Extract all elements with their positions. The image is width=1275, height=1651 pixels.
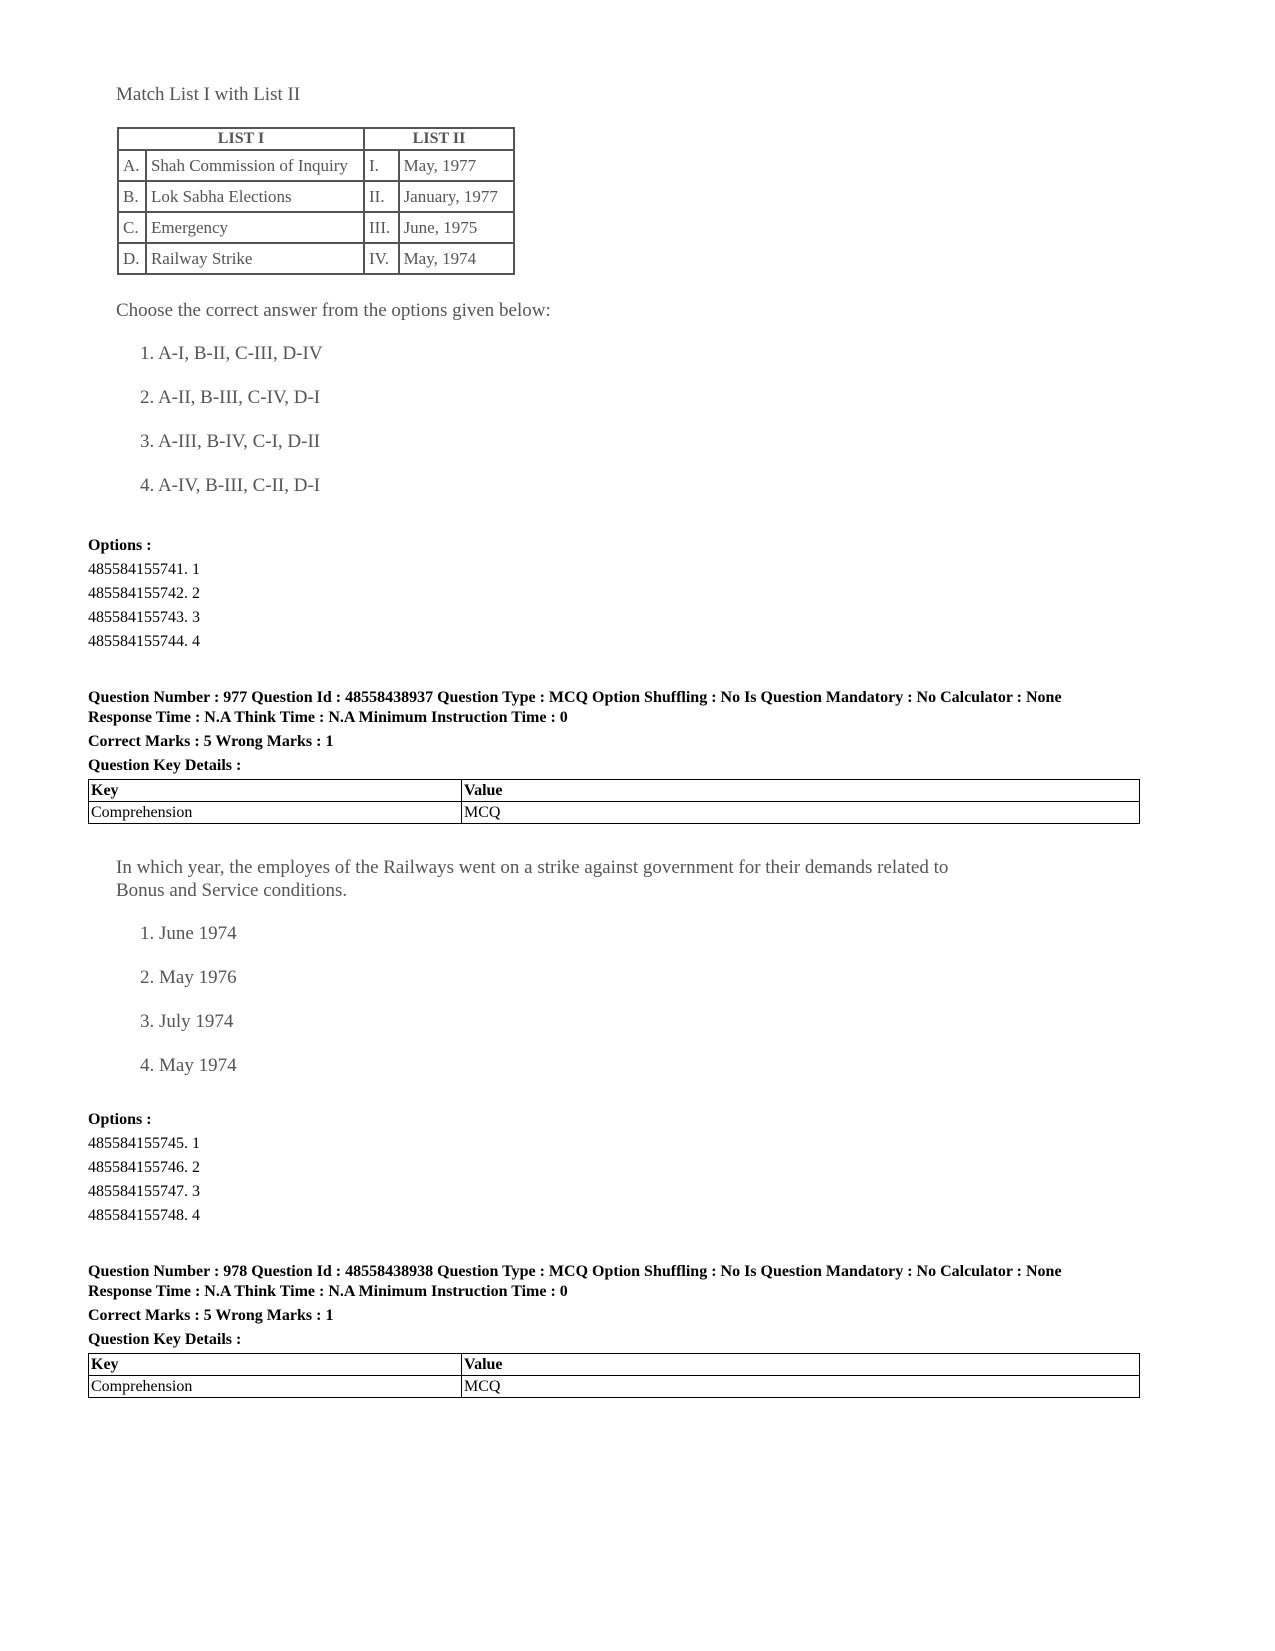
row-value: May, 1977 (399, 150, 514, 181)
table-row (89, 802, 1140, 824)
key-cell: Comprehension (89, 1376, 462, 1398)
choice-2: 2. A-II, B-III, C-IV, D-I (140, 387, 321, 408)
match-table (117, 127, 515, 275)
match-table-header (118, 128, 514, 150)
choice-3: 3. July 1974 (140, 1011, 234, 1032)
row-letter: A. (118, 150, 146, 181)
question-marks: Correct Marks : 5 Wrong Marks : 1 (88, 733, 334, 750)
key-header: Key (89, 780, 462, 802)
choice-4: 4. A-IV, B-III, C-II, D-I (140, 475, 321, 496)
row-numeral: II. (364, 181, 399, 212)
table-header-row (89, 1354, 1140, 1376)
option-id: 485584155742. 2 (88, 585, 200, 602)
choice-1: 1. A-I, B-II, C-III, D-IV (140, 343, 323, 364)
row-item: Emergency (146, 212, 364, 243)
row-letter: B. (118, 181, 146, 212)
question-976-image (0, 0, 1275, 520)
question-marks: Correct Marks : 5 Wrong Marks : 1 (88, 1307, 334, 1324)
question-header: Question Number : 978 Question Id : 48558438938 Question Type : MCQ Option Shuffling : No Is Question Mandatory : No Calculator : None (88, 1263, 1062, 1280)
row-item: Lok Sabha Elections (146, 181, 364, 212)
row-letter: C. (118, 212, 146, 243)
value-header: Value (462, 1354, 1140, 1376)
key-details-table (88, 1353, 1140, 1398)
key-details-label: Question Key Details : (88, 1331, 242, 1348)
value-cell: MCQ (462, 802, 1140, 824)
choose-instruction: Choose the correct answer from the options given below: (116, 300, 551, 321)
row-item: Railway Strike (146, 243, 364, 274)
value-cell: MCQ (462, 1376, 1140, 1398)
question-text: Bonus and Service conditions. (116, 880, 348, 901)
key-details-label: Question Key Details : (88, 757, 242, 774)
match-row (118, 150, 514, 181)
option-id: 485584155746. 2 (88, 1159, 200, 1176)
options-label: Options : (88, 1111, 152, 1128)
row-value: January, 1977 (399, 181, 514, 212)
match-row (118, 243, 514, 274)
key-cell: Comprehension (89, 802, 462, 824)
row-item: Shah Commission of Inquiry (146, 150, 364, 181)
table-row (89, 1376, 1140, 1398)
row-numeral: IV. (364, 243, 399, 274)
choice-2: 2. May 1976 (140, 967, 237, 988)
question-977-image (0, 850, 1275, 1090)
match-row (118, 181, 514, 212)
option-id: 485584155743. 3 (88, 609, 200, 626)
option-id: 485584155748. 4 (88, 1207, 200, 1224)
match-title: Match List I with List II (116, 84, 301, 105)
option-id: 485584155741. 1 (88, 561, 200, 578)
table-header-row (89, 780, 1140, 802)
option-id: 485584155745. 1 (88, 1135, 200, 1152)
choice-1: 1. June 1974 (140, 923, 237, 944)
row-numeral: I. (364, 150, 399, 181)
question-timing: Response Time : N.A Think Time : N.A Minimum Instruction Time : 0 (88, 709, 568, 726)
key-header: Key (89, 1354, 462, 1376)
list-ii-header: LIST II (364, 128, 514, 150)
row-letter: D. (118, 243, 146, 274)
match-row (118, 212, 514, 243)
key-details-table (88, 779, 1140, 824)
question-header: Question Number : 977 Question Id : 48558438937 Question Type : MCQ Option Shuffling : No Is Question Mandatory : No Calculator : None (88, 689, 1062, 706)
options-label: Options : (88, 537, 152, 554)
option-id: 485584155744. 4 (88, 633, 200, 650)
list-i-header: LIST I (118, 128, 364, 150)
question-text: In which year, the employes of the Railways went on a strike against government for their demands related to (116, 857, 949, 878)
value-header: Value (462, 780, 1140, 802)
row-numeral: III. (364, 212, 399, 243)
option-id: 485584155747. 3 (88, 1183, 200, 1200)
choice-4: 4. May 1974 (140, 1055, 237, 1076)
row-value: May, 1974 (399, 243, 514, 274)
question-timing: Response Time : N.A Think Time : N.A Minimum Instruction Time : 0 (88, 1283, 568, 1300)
choice-3: 3. A-III, B-IV, C-I, D-II (140, 431, 321, 452)
row-value: June, 1975 (399, 212, 514, 243)
